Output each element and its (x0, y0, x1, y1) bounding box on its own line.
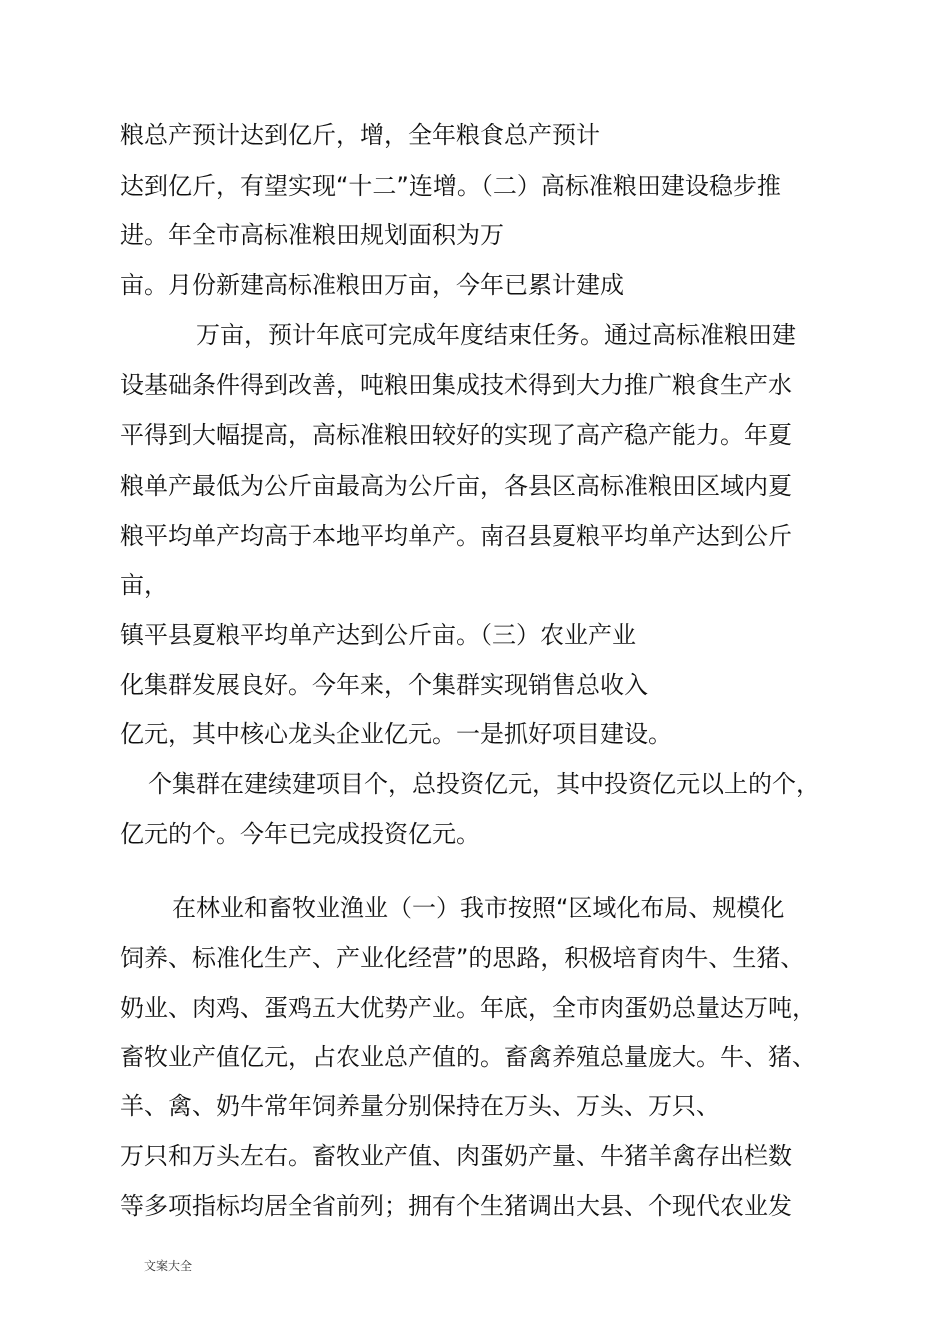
text-line: 平得到大幅提高，高标准粮田较好的实现了高产稳产能力。年夏 (120, 421, 792, 449)
text-line: 粮单产最低为公斤亩最高为公斤亩，各县区高标准粮田区域内夏 (120, 472, 792, 500)
text-line: 进。年全市高标准粮田规划面积为万 (120, 221, 504, 249)
text-line: 个集群在建续建项目个，总投资亿元，其中投资亿元以上的个， (148, 770, 820, 798)
text-line: 万只和万头左右。畜牧业产值、肉蛋奶产量、牛猪羊禽存出栏数 (120, 1142, 792, 1170)
text-line: 达到亿斤，有望实现“十二”连增。（二）高标准粮田建设稳步推 (120, 172, 781, 200)
text-line: 畜牧业产值亿元，占农业总产值的。畜禽养殖总量庞大。牛、猪、 (120, 1043, 816, 1071)
text-line: 万亩，预计年底可完成年度结束任务。通过高标准粮田建 (196, 321, 796, 349)
text-line: 奶业、肉鸡、蛋鸡五大优势产业。年底，全市肉蛋奶总量达万吨， (120, 994, 816, 1022)
text-line: 亿元的个。今年已完成投资亿元。 (120, 820, 480, 848)
text-line: 设基础条件得到改善，吨粮田集成技术得到大力推广粮食生产水 (120, 371, 792, 399)
text-line: 在林业和畜牧业渔业（一）我市按照“区域化布局、规模化 (172, 894, 785, 922)
footer-label: 文案大全 (144, 1259, 193, 1273)
text-line: 粮平均单产均高于本地平均单产。南召县夏粮平均单产达到公斤 (120, 522, 792, 550)
text-line: 亩。月份新建高标准粮田万亩，今年已累计建成 (120, 271, 624, 299)
text-line: 等多项指标均居全省前列；拥有个生猪调出大县、个现代农业发 (120, 1192, 792, 1220)
text-line: 饲养、标准化生产、产业化经营”的思路，积极培育肉牛、生猪、 (120, 944, 805, 972)
text-line: 羊、禽、奶牛常年饲养量分别保持在万头、万头、万只、 (120, 1092, 720, 1120)
text-line: 亿元，其中核心龙头企业亿元。一是抓好项目建设。 (120, 720, 672, 748)
text-line: 亩， (120, 571, 168, 599)
text-line: 化集群发展良好。今年来，个集群实现销售总收入 (120, 671, 648, 699)
text-line: 镇平县夏粮平均单产达到公斤亩。（三）农业产业 (120, 621, 636, 649)
text-line: 粮总产预计达到亿斤，增，全年粮食总产预计 (120, 121, 600, 149)
